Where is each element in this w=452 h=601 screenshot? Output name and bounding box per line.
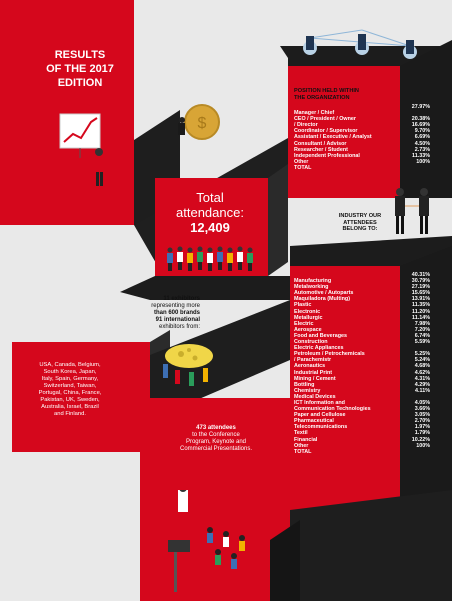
industry-row-value: 13.91% <box>411 296 430 303</box>
industry-row-label: Electric Appliances <box>294 345 344 352</box>
industry-row-value: 4.62% <box>414 369 430 376</box>
position-row-label: Consultant / Advisor <box>294 140 347 147</box>
industry-row-value: 3.66% <box>414 406 430 413</box>
conference-line1: 473 attendees <box>196 425 236 431</box>
position-row-value: 2.73% <box>414 146 430 153</box>
position-row-label: Independent Professional <box>294 152 360 159</box>
industry-row-value: 5.25% <box>414 351 430 358</box>
industry-row-label: ICT Information and <box>294 399 345 406</box>
position-row-label: Researcher / Student <box>294 146 348 153</box>
industry-row-label: Paper and Cellulose <box>294 412 346 419</box>
industry-row-label: Financial <box>294 436 318 443</box>
industry-row-label: Food and Beverages <box>294 332 348 339</box>
position-row-value: 27.97% <box>411 104 430 110</box>
conference-speaker-icon <box>160 490 260 596</box>
industry-row-value: 10.22% <box>411 436 430 443</box>
position-row-label: Other <box>294 158 309 165</box>
attendance-label2: attendance: <box>176 205 244 220</box>
industry-row-label: Petroleum / Petrochemicals <box>294 351 365 358</box>
industry-heading-line3: BELONG TO: <box>342 226 378 232</box>
industry-row-value: 4.29% <box>414 381 430 388</box>
crowd-icon <box>162 244 262 274</box>
exhibitors-line4: 91 international <box>155 317 200 323</box>
attendance-block <box>155 190 265 235</box>
countries-line2: South Korea, Japan, <box>43 369 97 375</box>
industry-row-label: Industrial Print <box>294 369 333 376</box>
countries-line6: Pakistan, UK, Sweden, <box>40 397 100 403</box>
industry-heading-line1: INDUSTRY OUR <box>338 213 382 219</box>
results-title-line3: EDITION <box>57 77 103 89</box>
industry-row-label: Communication Technologies <box>294 406 371 413</box>
position-row-value: 16.69% <box>411 122 430 129</box>
industry-row-value: 11.35% <box>412 302 430 309</box>
industry-row-value: 30.79% <box>411 278 430 285</box>
industry-row-value: 2.70% <box>414 418 430 425</box>
industry-row-value: 100% <box>416 442 430 449</box>
results-title-line2: OF THE 2017 <box>46 63 114 75</box>
position-row-value: 6.69% <box>414 134 430 141</box>
industry-row-label: Manufacturing <box>294 278 332 285</box>
industry-row-value: 6.74% <box>414 332 430 339</box>
position-row-label: TOTAL <box>294 164 312 171</box>
position-row-value: 11.33% <box>412 152 430 159</box>
industry-row-value: 27.19% <box>411 284 430 291</box>
exhibitors-line1: 11 exhibitors <box>163 296 200 302</box>
attendance-label1: Total <box>196 190 224 205</box>
industry-row-label: Bottling <box>294 381 315 388</box>
industry-row-label: Electric <box>294 320 314 327</box>
exhibitors-line2: representing more <box>151 303 200 309</box>
industry-row-value: 15.65% <box>411 290 430 297</box>
industry-row-label: Chemistry <box>294 387 321 394</box>
position-row-value: 4.50% <box>414 140 430 147</box>
results-title <box>30 48 130 90</box>
industry-row-value: 11.20% <box>412 308 430 315</box>
industry-row-label: Maquiladora (Multing) <box>294 296 350 303</box>
industry-row-value: 7.98% <box>414 320 430 327</box>
industry-row-label: / Parachemistr <box>294 357 332 364</box>
industry-row-value: 5.59% <box>414 339 430 346</box>
position-heading <box>294 88 430 101</box>
industry-row-value: 5.24% <box>414 357 430 364</box>
attendance-side <box>268 164 288 276</box>
industry-row-label: Telecommunications <box>294 424 348 431</box>
results-title-line1: RESULTS <box>54 49 106 61</box>
industry-row-label: Metalworking <box>294 284 329 291</box>
industry-row-label: Automotive / Autoparts <box>294 290 354 297</box>
position-row-value: 20.38% <box>411 116 430 123</box>
industry-row-label: Metallurgic <box>294 314 323 321</box>
exhibitors-line5: exhibitors from: <box>158 324 200 330</box>
puzzle-people-icon <box>155 330 225 392</box>
industry-row-label: Aeronautics <box>294 363 326 370</box>
countries-block <box>16 362 124 418</box>
industry-row-label: TOTAL <box>294 448 312 455</box>
industry-row-label: Pharmaceutical <box>294 418 334 425</box>
industry-row <box>294 449 430 455</box>
position-row-label: CEO / President / Owner <box>294 116 357 123</box>
conference-line2: to the Conference <box>192 432 240 438</box>
industry-row-value: 4.05% <box>414 399 430 406</box>
industry-row-label: Aerospace <box>294 326 322 333</box>
position-row-label: Coordinator / Supervisor <box>294 128 358 135</box>
coin-icon <box>172 100 222 148</box>
conference-line4: Commercial Presentations. <box>179 446 253 452</box>
industry-row-label: Medical Devices <box>294 393 336 400</box>
industry-row-value: 7.20% <box>414 326 430 333</box>
network-people-icon <box>292 18 432 70</box>
industry-row-value: 1.97% <box>414 424 430 431</box>
countries-line8: and Finland. <box>54 411 86 417</box>
industry-row-value: 4.31% <box>414 375 430 382</box>
industry-row-label: Other <box>294 442 309 449</box>
industry-row-label: Plastic <box>294 302 312 309</box>
countries-line3: Italy, Spain, Germany, <box>41 376 99 382</box>
conference-line3: Program, Keynote and <box>185 439 247 445</box>
position-row-value: 100% <box>416 158 430 165</box>
countries-line4: Switzerland, Taiwan, <box>43 383 97 389</box>
industry-heading <box>320 213 400 233</box>
presenter-chart-icon <box>55 112 115 192</box>
industry-row-value: 11.14% <box>412 314 430 321</box>
position-row-label: Manager / Chief <box>294 110 335 117</box>
industry-row-value: 4.11% <box>415 387 430 394</box>
position-heading-line1: POSITION HELD WITHIN <box>294 88 359 94</box>
exhibitors-block <box>50 296 200 331</box>
industry-row-value: 3.05% <box>414 412 430 419</box>
position-heading-line2: THE ORGANIZATION <box>294 94 350 101</box>
industry-row-label: Electronic <box>294 308 321 315</box>
industry-row-value: 40.31% <box>411 272 430 278</box>
position-row <box>294 165 430 171</box>
conference-block <box>146 425 286 453</box>
position-row-label: / Director <box>294 122 318 129</box>
countries-line1: USA, Canada, Belgium, <box>39 362 101 368</box>
countries-line5: Portugal, China, France, <box>38 390 102 396</box>
industry-row-value: 4.68% <box>414 363 430 370</box>
position-row-value: 9.70% <box>414 128 430 135</box>
countries-line7: Australia, Israel, Brazil <box>41 404 99 410</box>
industry-row-label: Construction <box>294 339 328 346</box>
exhibitors-line3: than 600 brands <box>153 310 200 316</box>
industry-row-value: 1.79% <box>414 430 430 437</box>
industry-row-label: Mining / Cement <box>294 375 336 382</box>
svg-text:$: $ <box>197 115 207 132</box>
industry-row-label: Textil <box>294 430 308 437</box>
position-list <box>294 104 430 171</box>
attendance-value: 12,409 <box>190 220 230 235</box>
industry-heading-line2: ATTENDEES <box>343 219 377 226</box>
industry-list <box>294 272 430 455</box>
position-row-label: Assistant / Executive / Analyst <box>294 134 372 141</box>
